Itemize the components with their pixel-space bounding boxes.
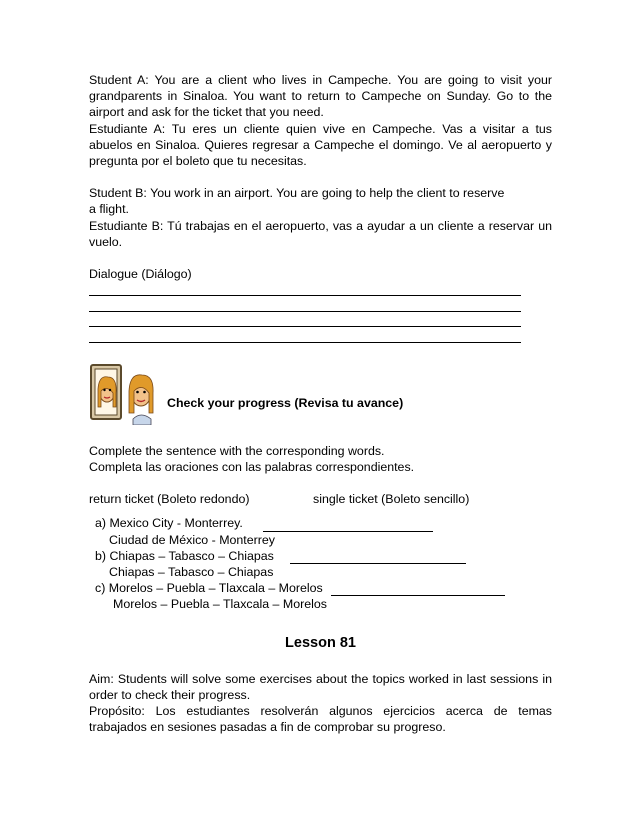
worksheet-page [89, 72, 552, 736]
exercise-item-a [95, 515, 552, 531]
mirror-reflection-girl-icon [89, 363, 159, 425]
item-c-spanish: Morelos – Puebla – Tlaxcala – Morelos [113, 597, 327, 612]
answer-blank-a[interactable] [263, 519, 433, 532]
item-c-english: c) Morelos – Puebla – Tlaxcala – Morelos [95, 581, 323, 596]
exercise-item-c [95, 580, 552, 596]
answer-blank-c[interactable] [331, 583, 505, 596]
dialogue-line[interactable] [89, 295, 521, 296]
aim-spanish: Propósito: Los estudiantes resolverán algunos ejercicios acerca de temas trabajados en sesiones pasadas a fin de comprobar su progreso. [89, 704, 552, 735]
student-b-english: Student B: You work in an airport. You are going to help the client to reserve a flight. [89, 186, 505, 217]
exercise-items [95, 515, 552, 612]
option-single-ticket: single ticket (Boleto sencillo) [313, 492, 470, 507]
item-a-english: a) Mexico City - Monterrey. [95, 516, 243, 531]
lesson-title: Lesson 81 [285, 634, 356, 651]
option-return-ticket: return ticket (Boleto redondo) [89, 492, 250, 507]
check-progress-section [89, 363, 552, 425]
item-b-spanish: Chiapas – Tabasco – Chiapas [109, 564, 274, 579]
dialogue-line[interactable] [89, 326, 521, 327]
ticket-options [89, 491, 552, 507]
student-a-spanish: Estudiante A: Tu eres un cliente quien vive en Campeche. Vas a visitar a tus abuelos en Sinaloa. Quieres regresar a Campeche el domingo. Ve al aeropuerto y pregunta por el boleto que tu necesitas. [89, 121, 552, 169]
dialogue-line[interactable] [89, 342, 521, 343]
item-a-spanish: Ciudad de México - Monterrey [109, 532, 275, 547]
instruction-spanish: Completa las oraciones con las palabras correspondientes. [89, 459, 415, 474]
answer-blank-b[interactable] [290, 551, 466, 564]
student-b-spanish: Estudiante B: Tú trabajas en el aeropuerto, vas a ayudar a un cliente a reservar un vuelo. [89, 218, 552, 249]
progress-heading: Check your progress (Revisa tu avance) [167, 395, 404, 410]
dialogue-label: Dialogue (Diálogo) [89, 267, 192, 282]
aim-english: Aim: Students will solve some exercises about the topics worked in last sessions in order to check their progress. [89, 671, 552, 702]
dialogue-lines[interactable] [89, 295, 552, 343]
student-a-english: Student A: You are a client who lives in Campeche. You are going to visit your grandparents in Sinaloa. You want to return to Campeche on Sunday. Go to the airport and ask for the ticket that you need. [89, 73, 552, 120]
dialogue-line[interactable] [89, 311, 521, 312]
exercise-item-b [95, 548, 552, 564]
item-b-english: b) Chiapas – Tabasco – Chiapas [95, 548, 274, 563]
instruction-english: Complete the sentence with the corresponding words. [89, 443, 385, 458]
